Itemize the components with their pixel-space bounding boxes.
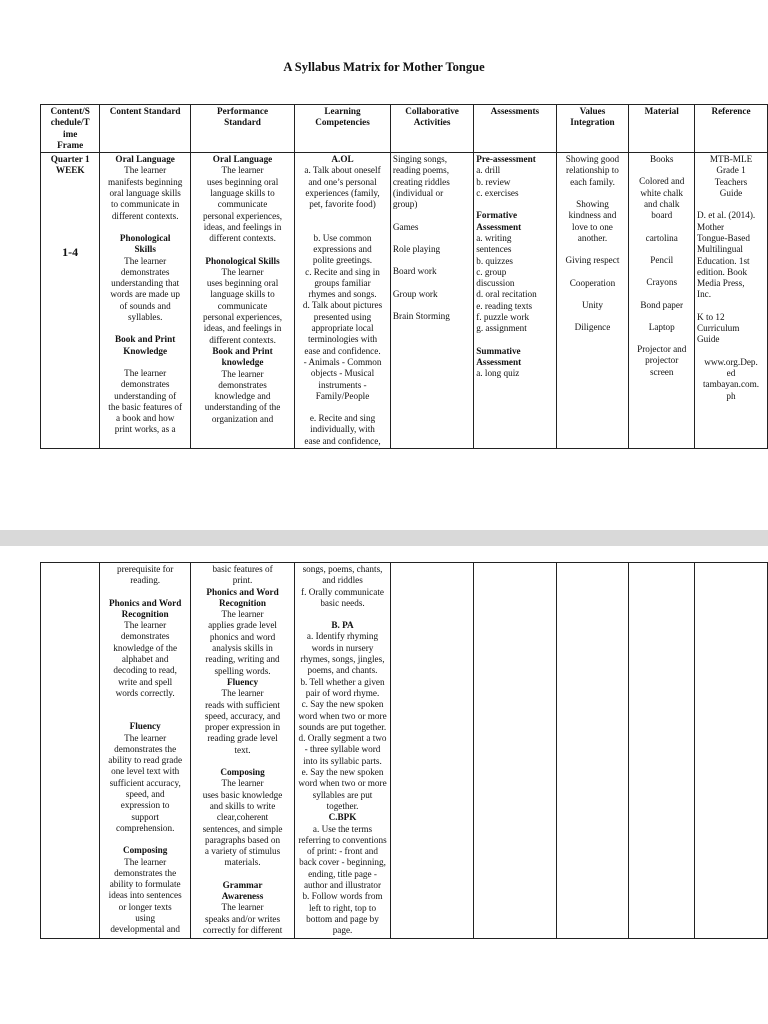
header-cell-collaborative-activities: Collaborative Activities: [390, 105, 473, 153]
reference-cell: MTB-MLE Grade 1 Teachers Guide D. et al. (2014). Mother Tongue-Based Multilingual Education. 1st edition. Book Media Press, Inc. K to 12 Curriculum Guide www.org.Dep. ed tambayan.com. ph: [695, 153, 768, 449]
schedule-cell: Quarter 1 WEEK 1-4: [41, 153, 100, 449]
header-cell-values-integration: Values Integration: [556, 105, 629, 153]
header-cell-content-schedule: Content/S chedule/T ime Frame: [41, 105, 100, 153]
weeks-label: 1-4: [62, 244, 79, 259]
syllabus-matrix-table-continued: [40, 562, 768, 939]
table-row: [41, 153, 768, 449]
content-standard-cell: Oral Language The learner manifests beginning oral language skills to communicate in different contexts. Phonological Skills The learner demonstrates understanding that words are made up of sounds and syllables. Book and Print Knowledge The learner demonstrates understanding of the basic features of a book and how print works, as a: [100, 153, 191, 449]
material-cell: Books Colored and white chalk and chalk board cartolina Pencil Crayons Bond paper Laptop Projector and projector screen: [629, 153, 695, 449]
material-cell: [629, 563, 695, 939]
values-integration-cell: [556, 563, 629, 939]
table-row: [41, 563, 768, 939]
assessments-cell: Pre-assessment a. drill b. review c. exercises Formative Assessment a. writing sentences b. quizzes c. group discussion d. oral recitation e. reading texts f. puzzle work g. assignment Summative Assessment a. long quiz: [474, 153, 556, 449]
header-cell-performance-standard: Performance Standard: [190, 105, 294, 153]
values-integration-cell: Showing good relationship to each family. Showing kindness and love to one another. Giving respect Cooperation Unity Diligence: [556, 153, 629, 449]
content-standard-cell: prerequisite for reading. Phonics and Word Recognition The learner demonstrates knowledge of the alphabet and decoding to read, write and spell words correctly. Fluency The learner demonstrates the ability to read grade one level text with sufficient accuracy, speed, and expression to support comprehension. Composing The learner demonstrates the ability to formulate ideas into sentences or longer texts using developmental and: [100, 563, 191, 939]
syllabus-matrix-table: [40, 104, 768, 449]
performance-standard-cell: Oral Language The learner uses beginning oral language skills to communicate personal experiences, ideas, and feelings in different contexts. Phonological Skills The learner uses beginning oral language skills to communicate personal experiences, ideas, and feelings in different contexts. Book and Print knowledge The learner demonstrates knowledge and understanding of the organization and: [190, 153, 294, 449]
header-cell-assessments: Assessments: [474, 105, 556, 153]
learning-competencies-cell: A.OL a. Talk about oneself and one’s personal experiences (family, pet, favorite food) b. Use common expressions and polite greetings. c. Recite and sing in groups familiar rhymes and songs. d. Talk about pictures presented using appropriate local terminologies with ease and confidence. - Animals - Common objects - Musical instruments - Family/People e. Recite and sing individually, with ease and confidence,: [295, 153, 391, 449]
document-title: A Syllabus Matrix for Mother Tongue: [283, 60, 485, 74]
schedule-cell: [41, 563, 100, 939]
assessments-cell: [474, 563, 556, 939]
collaborative-activities-cell: Singing songs, reading poems, creating riddles (individual or group) Games Role playing Board work Group work Brain Storming: [390, 153, 473, 449]
learning-competencies-cell: songs, poems, chants, and riddles f. Orally communicate basic needs. B. PA a. Identify rhyming words in nursery rhymes, songs, jingles, poems, and chants. b. Tell whether a given pair of word rhyme. c. Say the new spoken word when two or more sounds are put together. d. Orally segment a two - three syllable word into its syllabic parts. e. Say the new spoken word when two or more syllables are put together. C.BPK a. Use the terms referring to conventions of print: - front and back cover - beginning, ending, title page - author and illustrator b. Follow words from left to right, top to bottom and page by page.: [295, 563, 391, 939]
header-cell-learning-competencies: Learning Competencies: [295, 105, 391, 153]
collaborative-activities-cell: [390, 563, 473, 939]
header-cell-reference: Reference: [695, 105, 768, 153]
performance-standard-cell: basic features of print. Phonics and Word Recognition The learner applies grade level phonics and word analysis skills in reading, writing and spelling words. Fluency The learner reads with sufficient speed, accuracy, and proper expression in reading grade level text. Composing The learner uses basic knowledge and skills to write clear,coherent sentences, and simple paragraphs based on a variety of stimulus materials. Grammar Awareness The learner speaks and/or writes correctly for different: [190, 563, 294, 939]
reference-cell: [695, 563, 768, 939]
header-cell-content-standard: Content Standard: [100, 105, 191, 153]
header-row: [41, 105, 768, 153]
header-cell-material: Material: [629, 105, 695, 153]
